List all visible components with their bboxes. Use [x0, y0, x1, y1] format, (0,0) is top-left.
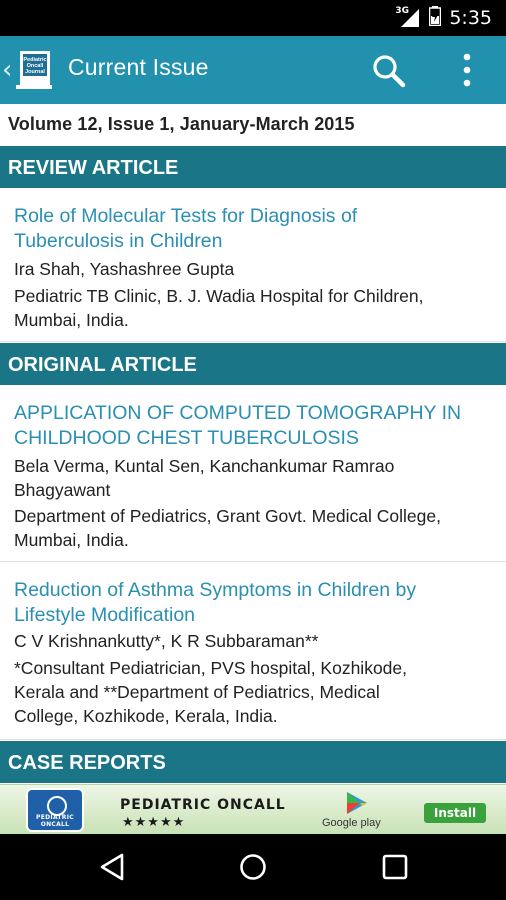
google-play-icon: [346, 791, 368, 815]
home-circle-icon[interactable]: [238, 852, 268, 882]
search-icon[interactable]: [372, 54, 406, 88]
logo-line-1: Pediatric: [23, 57, 48, 63]
ad-app-name: PEDIATRIC ONCALL: [120, 797, 286, 813]
signal-icon: [395, 6, 421, 28]
page-title: Current Issue: [68, 54, 209, 80]
article-affiliation-line: Mumbai, India.: [14, 310, 129, 330]
logo-line-2: Oncall: [27, 63, 44, 69]
back-chevron-icon: ‹: [2, 55, 13, 85]
network-type-label: 3G: [395, 6, 409, 16]
article-item[interactable]: [0, 385, 506, 562]
article-affiliation: [14, 504, 492, 552]
back-triangle-icon[interactable]: [98, 852, 128, 882]
article-affiliation-line: Mumbai, India.: [14, 530, 129, 550]
issue-info-bar: [0, 104, 506, 146]
article-title-line: CHILDHOOD CHEST TUBERCULOSIS: [14, 427, 359, 449]
system-nav-bar: [0, 834, 506, 900]
article-title[interactable]: [14, 401, 492, 451]
article-title-line: Reduction of Asthma Symptoms in Children by: [14, 579, 417, 601]
article-authors: [14, 629, 492, 653]
install-button[interactable]: Install: [424, 803, 486, 823]
ad-logo: [26, 788, 84, 832]
article-title[interactable]: [14, 578, 492, 628]
status-bar: [0, 0, 506, 36]
logo-line-3: Journal: [25, 69, 46, 75]
article-authors-line: C V Krishnankutty*, K R Subbaraman**: [14, 631, 319, 651]
article-affiliation-line: *Consultant Pediatrician, PVS hospital, Kozhikode,: [14, 658, 408, 678]
status-icons: [395, 0, 492, 36]
recents-square-icon[interactable]: [380, 852, 410, 882]
article-item[interactable]: [0, 562, 506, 740]
status-time: 5:35: [449, 7, 492, 29]
article-affiliation-line: Kerala and **Department of Pediatrics, Medical: [14, 682, 380, 702]
article-affiliation-line: Department of Pediatrics, Grant Govt. Medical College,: [14, 506, 441, 526]
ad-logo-emblem-icon: [47, 796, 67, 816]
article-authors: [14, 257, 492, 281]
article-item[interactable]: [0, 188, 506, 342]
article-title-line: Lifestyle Modification: [14, 604, 196, 626]
article-affiliation: [14, 284, 492, 332]
article-title[interactable]: [14, 204, 492, 254]
app-logo-icon: [14, 49, 54, 91]
ad-logo-text: PEDIATRIC ONCALL: [36, 814, 74, 828]
article-authors: [14, 454, 492, 502]
article-authors-line: Bhagyawant: [14, 480, 111, 500]
article-title-line: Role of Molecular Tests for Diagnosis of: [14, 205, 358, 227]
ad-store-label: Google play: [322, 817, 381, 829]
ad-rating-stars: ★★★★★: [122, 815, 186, 830]
up-navigation-button[interactable]: [2, 36, 66, 104]
article-authors-line: Bela Verma, Kuntal Sen, Kanchankumar Ramrao: [14, 456, 395, 476]
article-affiliation-line: Pediatric TB Clinic, B. J. Wadia Hospital for Children,: [14, 286, 424, 306]
section-header-review-article: REVIEW ARTICLE: [0, 146, 506, 188]
issue-volume-label: Volume 12, Issue 1, January-March 2015: [8, 114, 355, 134]
article-title-line: APPLICATION OF COMPUTED TOMOGRAPHY IN: [14, 402, 462, 424]
section-header-case-reports: CASE REPORTS: [0, 741, 506, 783]
article-authors-line: Ira Shah, Yashashree Gupta: [14, 259, 235, 279]
article-affiliation-line: College, Kozhikode, Kerala, India.: [14, 706, 278, 726]
overflow-menu-icon[interactable]: [452, 52, 482, 88]
section-header-original-article: ORIGINAL ARTICLE: [0, 343, 506, 385]
article-title-line: Tuberculosis in Children: [14, 230, 223, 252]
battery-icon: [429, 6, 441, 30]
app-bar: [0, 36, 506, 104]
ad-banner[interactable]: [0, 784, 506, 834]
article-affiliation: [14, 656, 492, 728]
